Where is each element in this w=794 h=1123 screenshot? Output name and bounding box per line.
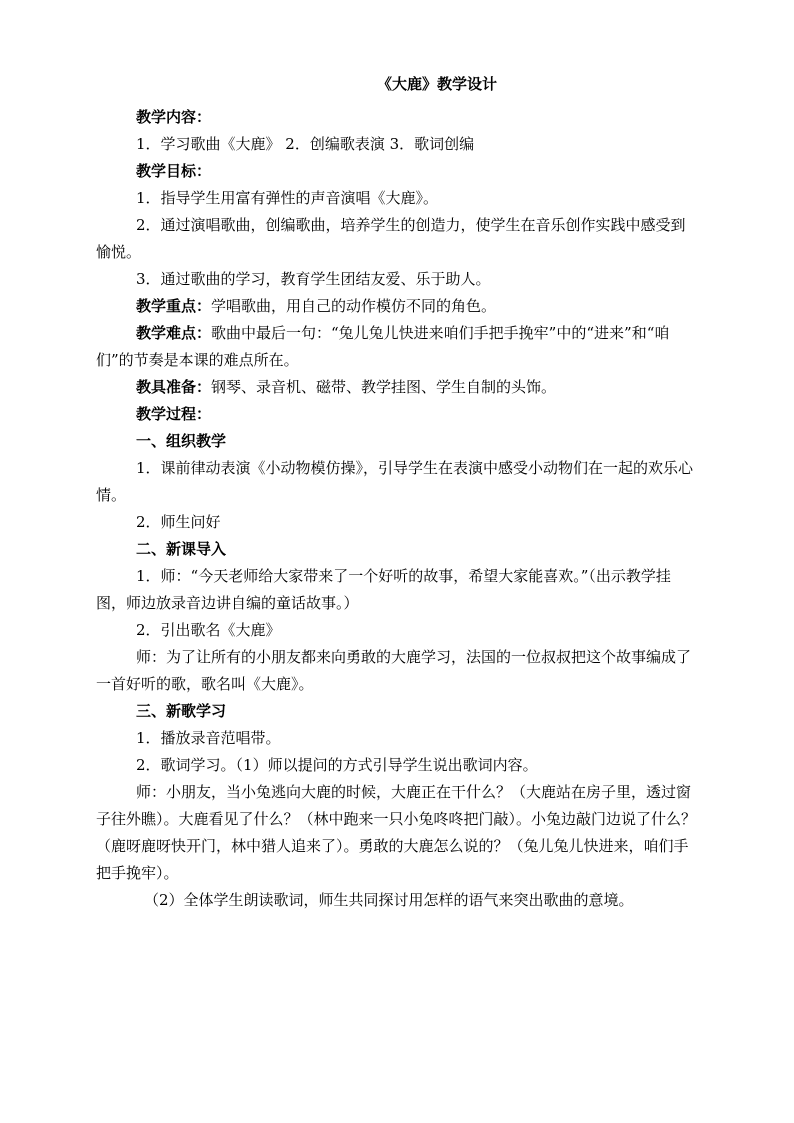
section-heading-3: 三、新歌学习 bbox=[136, 702, 227, 720]
goal-1: 1．指导学生用富有弹性的声音演唱《大鹿》。 bbox=[136, 189, 439, 207]
tools-text: 钢琴、录音机、磁带、教学挂图、学生自制的头饰。 bbox=[211, 378, 557, 396]
document-title: 《大鹿》教学设计 bbox=[376, 75, 497, 93]
section-3-paragraph-4: （2）全体学生朗读歌词，师生共同探讨用怎样的语气来突出歌曲的意境。 bbox=[144, 891, 634, 909]
section-2-paragraph-3: 师：为了让所有的小朋友都来向勇敢的大鹿学习，法国的一位叔叔把这个故事编成了一首好听的歌，歌名叫《大鹿》。 bbox=[96, 648, 692, 693]
difficulty-text: 歌曲中最后一句：“兔儿兔儿快进来咱们手把手挽牢”中的“进来”和“咱们”的节奏是本课的难点所在。 bbox=[96, 324, 670, 369]
tools-label: 教具准备： bbox=[136, 378, 212, 396]
key-label: 教学重点： bbox=[136, 297, 212, 315]
section-3-paragraph-3: 师：小朋友，当小兔逃向大鹿的时候，大鹿正在干什么？（大鹿站在房子里，透过窗子往外瞧）。大鹿看见了什么？（林中跑来一只小兔咚咚把门敲）。小兔边敲门边说了什么？（鹿呀鹿呀快开门，林中猎人追来了）。勇敢的大鹿怎么说的？（兔儿兔儿快进来，咱们手把手挽牢）。 bbox=[96, 783, 697, 882]
section-heading-2: 二、新课导入 bbox=[136, 540, 227, 558]
process-label: 教学过程： bbox=[136, 405, 212, 423]
section-heading-1: 一、组织教学 bbox=[136, 432, 227, 450]
section-1-paragraph-2: 2．师生问好 bbox=[136, 513, 221, 531]
section-2-paragraph-2: 2．引出歌名《大鹿》 bbox=[136, 621, 281, 639]
content-label: 教学内容： bbox=[136, 108, 212, 126]
section-2-paragraph-1: 1．师：“今天老师给大家带来了一个好听的故事，希望大家能喜欢。”（出示教学挂图，师边放录音边讲自编的童话故事。） bbox=[96, 567, 671, 612]
key-text: 学唱歌曲，用自己的动作模仿不同的角色。 bbox=[211, 297, 497, 315]
key-point bbox=[136, 293, 698, 320]
goals-label: 教学目标： bbox=[136, 162, 212, 180]
goal-3: 3．通过歌曲的学习，教育学生团结友爱、乐于助人。 bbox=[136, 270, 491, 288]
content-items: 1．学习歌曲《大鹿》 2．创编歌表演 3．歌词创编 bbox=[136, 135, 475, 153]
goal-2: 2．通过演唱歌曲，创编歌曲，培养学生的创造力，使学生在音乐创作实践中感受到愉悦。 bbox=[96, 216, 686, 261]
difficulty-label: 教学难点： bbox=[136, 324, 212, 342]
section-1-paragraph-1: 1．课前律动表演《小动物模仿操》，引导学生在表演中感受小动物们在一起的欢乐心情。 bbox=[96, 459, 694, 504]
tools-point bbox=[136, 374, 698, 401]
section-3-paragraph-2: 2．歌词学习。（1）师以提问的方式引导学生说出歌词内容。 bbox=[136, 756, 538, 774]
section-3-paragraph-1: 1．播放录音范唱带。 bbox=[136, 729, 281, 747]
difficulty-point bbox=[96, 320, 698, 374]
